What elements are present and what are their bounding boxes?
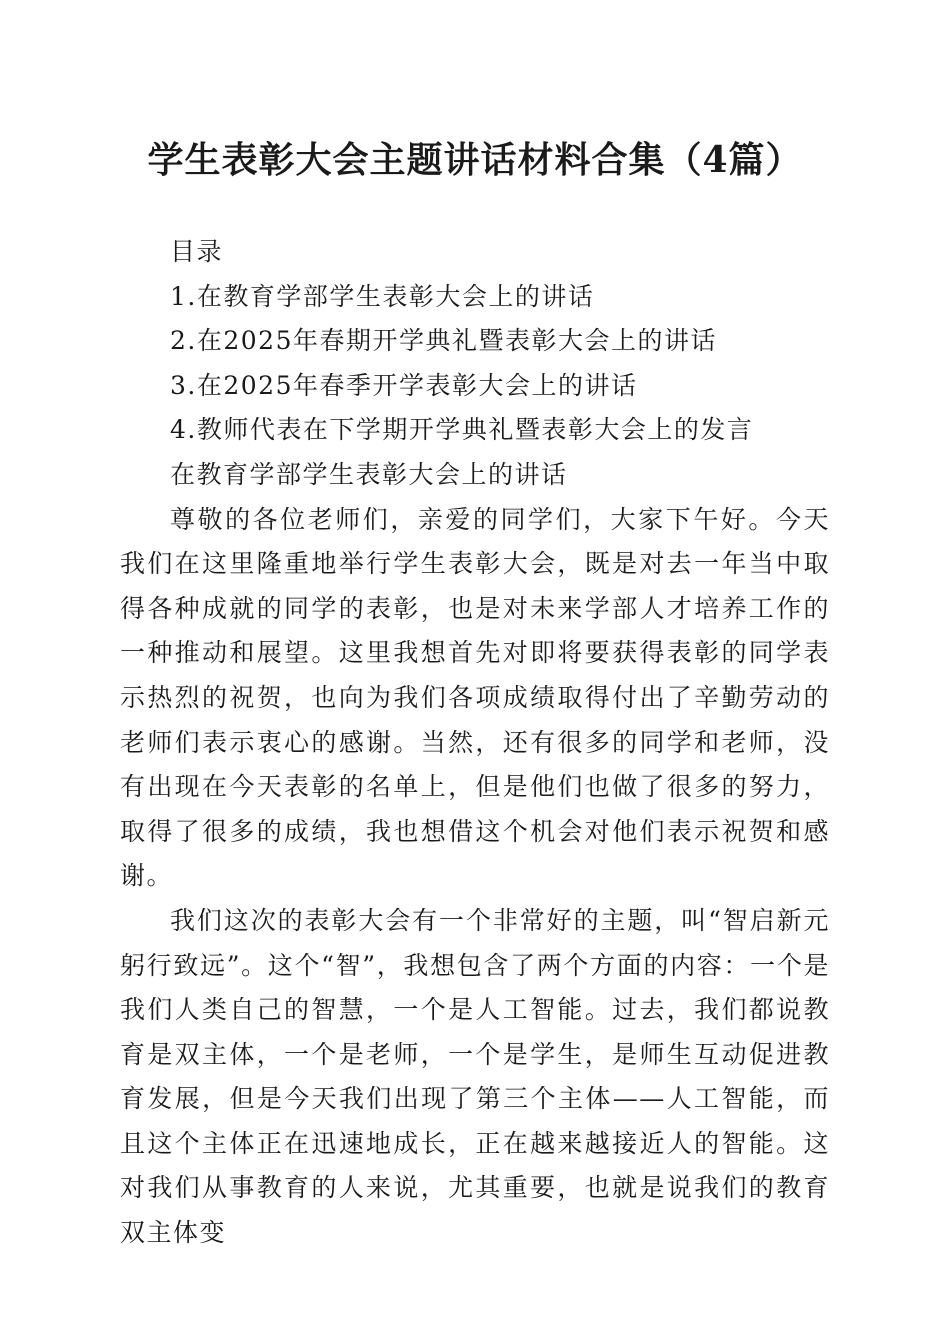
toc-item-1: 1.在教育学部学生表彰大会上的讲话 bbox=[170, 281, 595, 311]
toc-item-2: 2.在2025年春期开学典礼暨表彰大会上的讲话 bbox=[170, 326, 717, 356]
section-title: 在教育学部学生表彰大会上的讲话 bbox=[170, 459, 568, 489]
paragraph-2: 我们这次的表彰大会有一个非常好的主题，叫“智启新元 躬行致远”。这个“智”，我想包含了两个方面的内容：一个是我们人类自己的智慧，一个是人工智能。过去，我们都说教育是双主体，一个是老师，一个是学生，是师生互动促进教育发展，但是今天我们出现了第三个主体——人工智能，而且这个主体正在迅速地成长，正在越来越接近人的智能。这对我们从事教育的人来说，尤其重要，也就是说我们的教育双主体变 bbox=[120, 905, 830, 1248]
document-body bbox=[120, 230, 830, 1256]
document-title: 学生表彰大会主题讲话材料合集（4篇） bbox=[147, 139, 803, 181]
toc-heading: 目录 bbox=[170, 237, 224, 266]
toc-item-4: 4.教师代表在下学期开学典礼暨表彰大会上的发言 bbox=[170, 415, 754, 445]
toc-item-3: 3.在2025年春季开学表彰大会上的讲话 bbox=[170, 370, 638, 400]
paragraph-1: 尊敬的各位老师们，亲爱的同学们，大家下午好。今天我们在这里隆重地举行学生表彰大会，既是对去一年当中取得各种成就的同学的表彰，也是对未来学部人才培养工作的一种推动和展望。这里我想首先对即将要获得表彰的同学表示热烈的祝贺，也向为我们各项成绩取得付出了辛勤劳动的老师们表示衷心的感谢。当然，还有很多的同学和老师，没有出现在今天表彰的名单上，但是他们也做了很多的努力，取得了很多的成绩，我也想借这个机会对他们表示祝贺和感谢。 bbox=[120, 504, 830, 891]
